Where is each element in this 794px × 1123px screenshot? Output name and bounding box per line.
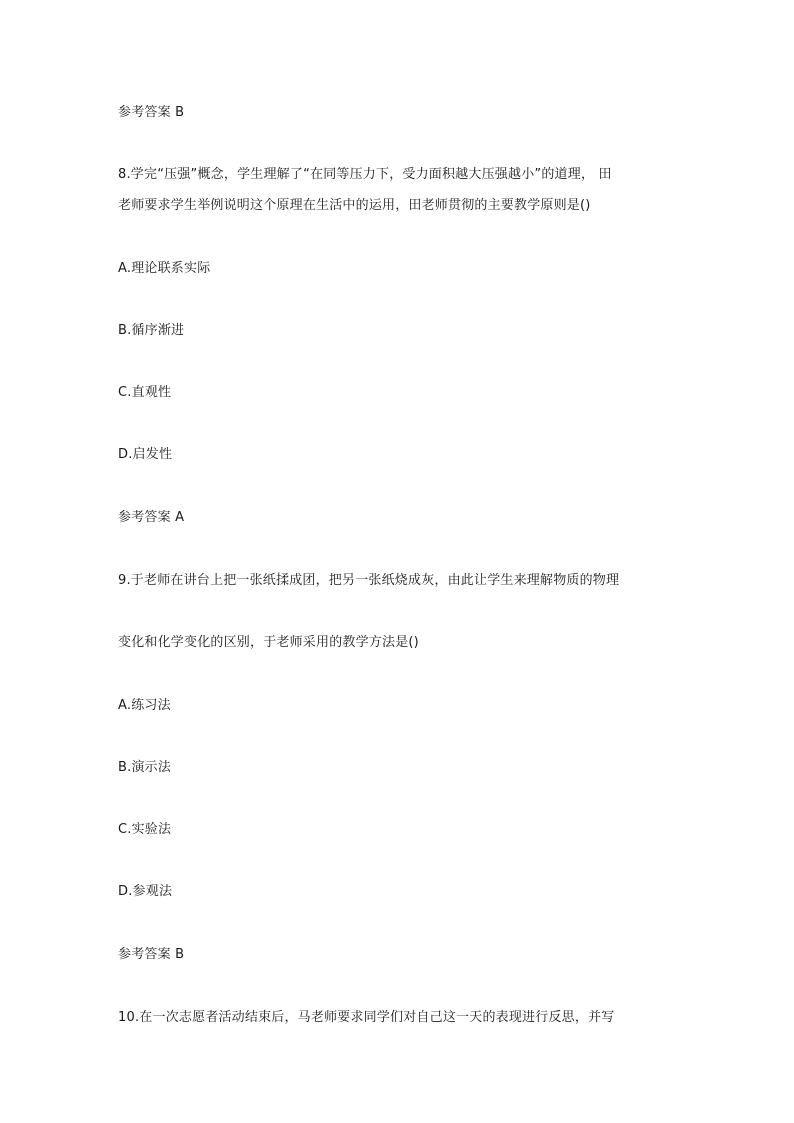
question-9-line-2: 变化和化学变化的区别，于老师采用的教学方法是() [118, 635, 419, 650]
answer-7: 参考答案 B [118, 105, 185, 120]
question-8-line-2: 老师要求学生举例说明这个原理在生活中的运用，田老师贯彻的主要教学原则是() [118, 198, 591, 213]
question-9-option-c: C.实验法 [118, 822, 172, 837]
question-9-option-a: A.练习法 [118, 698, 171, 713]
answer-8: 参考答案 A [118, 510, 185, 525]
question-10-line-1: 10.在一次志愿者活动结束后，马老师要求同学们对自己这一天的表现进行反思，并写 [118, 1010, 615, 1025]
question-8-line-1: 8.学完“压强”概念，学生理解了“在同等压力下，受力面积越大压强越小”的道理， 田 [118, 167, 612, 182]
question-8-option-c: C.直观性 [118, 385, 172, 400]
question-8-option-d: D.启发性 [118, 447, 173, 462]
question-8-option-b: B.循序渐进 [118, 323, 185, 338]
question-9-option-b: B.演示法 [118, 760, 172, 775]
question-9-option-d: D.参观法 [118, 884, 173, 899]
answer-9: 参考答案 B [118, 947, 185, 962]
question-8-option-a: A.理论联系实际 [118, 261, 211, 276]
question-9-line-1: 9.于老师在讲台上把一张纸揉成团，把另一张纸烧成灰，由此让学生来理解物质的物理 [118, 573, 620, 588]
